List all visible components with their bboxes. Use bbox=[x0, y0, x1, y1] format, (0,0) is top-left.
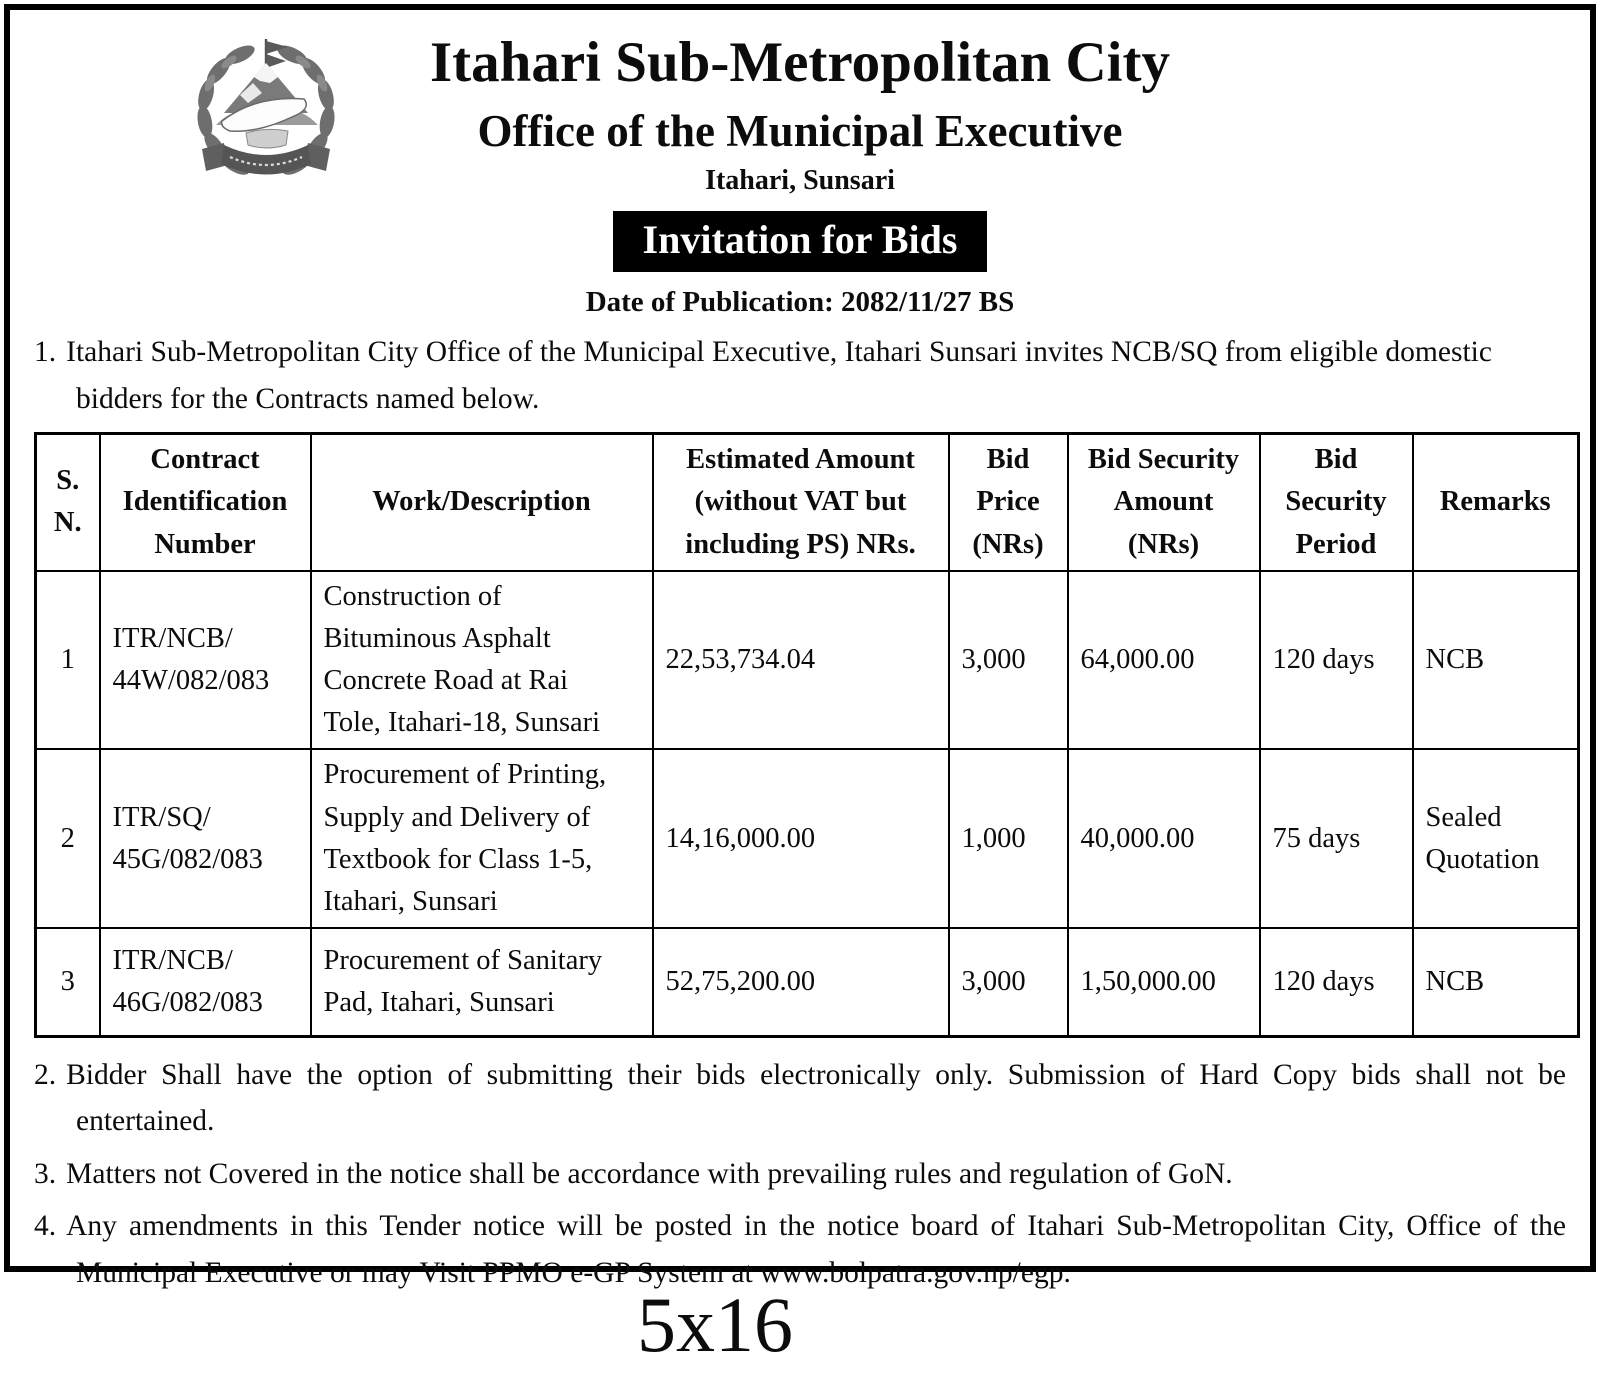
note-number: 2. bbox=[34, 1058, 57, 1091]
office-name-subtitle: Office of the Municipal Executive bbox=[477, 106, 1123, 156]
org-name-title: Itahari Sub-Metropolitan City bbox=[430, 31, 1170, 94]
note-text: Matters not Covered in the notice shall be accordance with prevailing rules and regulation of GoN. bbox=[66, 1157, 1233, 1190]
col-header-estimated-amount: Estimated Amount (without VAT but including PS) NRs. bbox=[653, 434, 949, 571]
cell-sn: 3 bbox=[36, 928, 100, 1036]
nepal-coat-of-arms-icon bbox=[196, 32, 336, 184]
cell-bid-price: 3,000 bbox=[949, 928, 1068, 1036]
invitation-for-bids-badge: Invitation for Bids bbox=[613, 211, 988, 272]
cell-sn: 2 bbox=[36, 749, 100, 928]
bid-row-2 bbox=[36, 749, 1579, 928]
publication-date: Date of Publication: 2082/11/27 BS bbox=[585, 286, 1015, 318]
note-text: Bidder Shall have the option of submitting their bids electronically only. Submission of Hard Copy bids shall not be entertained. bbox=[66, 1058, 1566, 1138]
table-header-row bbox=[36, 434, 1579, 571]
cell-bid-price: 1,000 bbox=[949, 749, 1068, 928]
cell-bid-security-amount: 64,000.00 bbox=[1068, 571, 1260, 750]
note-2 bbox=[34, 1052, 1566, 1145]
col-header-bid-price: Bid Price (NRs) bbox=[949, 434, 1068, 571]
cell-contract-id: ITR/SQ/ 45G/082/083 bbox=[100, 749, 311, 928]
cell-bid-security-period: 120 days bbox=[1260, 928, 1413, 1036]
col-header-remarks: Remarks bbox=[1413, 434, 1579, 571]
note-text: Itahari Sub-Metropolitan City Office of the Municipal Executive, Itahari Sunsari invites NCB/SQ from eligible domestic bidders for the Contracts named below. bbox=[66, 336, 1492, 415]
col-header-bid-security-period: Bid Security Period bbox=[1260, 434, 1413, 571]
page-code: 5x16 bbox=[637, 1281, 793, 1368]
cell-work-description: Procurement of Printing, Supply and Delivery of Textbook for Class 1-5, Itahari, Sunsari bbox=[311, 749, 653, 928]
note-3 bbox=[34, 1151, 1566, 1198]
cell-estimated-amount: 14,16,000.00 bbox=[653, 749, 949, 928]
cell-contract-id: ITR/NCB/ 46G/082/083 bbox=[100, 928, 311, 1036]
bid-row-1 bbox=[36, 571, 1579, 750]
bids-table bbox=[34, 432, 1580, 1037]
intro-note bbox=[34, 329, 1566, 422]
location-line: Itahari, Sunsari bbox=[705, 165, 895, 196]
cell-bid-security-period: 120 days bbox=[1260, 571, 1413, 750]
note-number: 3. bbox=[34, 1157, 57, 1190]
cell-remarks: NCB bbox=[1413, 928, 1579, 1036]
cell-remarks: NCB bbox=[1413, 571, 1579, 750]
col-header-bid-security-amount: Bid Security Amount (NRs) bbox=[1068, 434, 1260, 571]
cell-estimated-amount: 52,75,200.00 bbox=[653, 928, 949, 1036]
col-header-contract-id: Contract Identification Number bbox=[100, 434, 311, 571]
note-number: 1. bbox=[34, 336, 57, 368]
cell-contract-id: ITR/NCB/ 44W/082/083 bbox=[100, 571, 311, 750]
note-number: 4. bbox=[34, 1210, 57, 1243]
cell-bid-security-amount: 1,50,000.00 bbox=[1068, 928, 1260, 1036]
notice-frame bbox=[4, 4, 1596, 1290]
notes-block bbox=[34, 1052, 1566, 1297]
cell-sn: 1 bbox=[36, 571, 100, 750]
masthead bbox=[34, 30, 1566, 319]
cell-bid-security-amount: 40,000.00 bbox=[1068, 749, 1260, 928]
cell-work-description: Procurement of Sanitary Pad, Itahari, Sunsari bbox=[311, 928, 653, 1036]
cell-work-description: Construction of Bituminous Asphalt Concrete Road at Rai Tole, Itahari-18, Sunsari bbox=[311, 571, 653, 750]
note-text: Any amendments in this Tender notice will be posted in the notice board of Itahari Sub-Metropolitan City, Office of the Municipal Executive or may Visit PPMO e-GP System at www.bolpatra.gov.np/egp. bbox=[66, 1210, 1566, 1290]
cell-bid-security-period: 75 days bbox=[1260, 749, 1413, 928]
bid-row-3 bbox=[36, 928, 1579, 1036]
page-code-row bbox=[0, 1280, 1430, 1370]
col-header-work: Work/Description bbox=[311, 434, 653, 571]
cell-estimated-amount: 22,53,734.04 bbox=[653, 571, 949, 750]
badge-row bbox=[34, 211, 1566, 272]
col-header-sn: S. N. bbox=[36, 434, 100, 571]
cell-remarks: Sealed Quotation bbox=[1413, 749, 1579, 928]
cell-bid-price: 3,000 bbox=[949, 571, 1068, 750]
